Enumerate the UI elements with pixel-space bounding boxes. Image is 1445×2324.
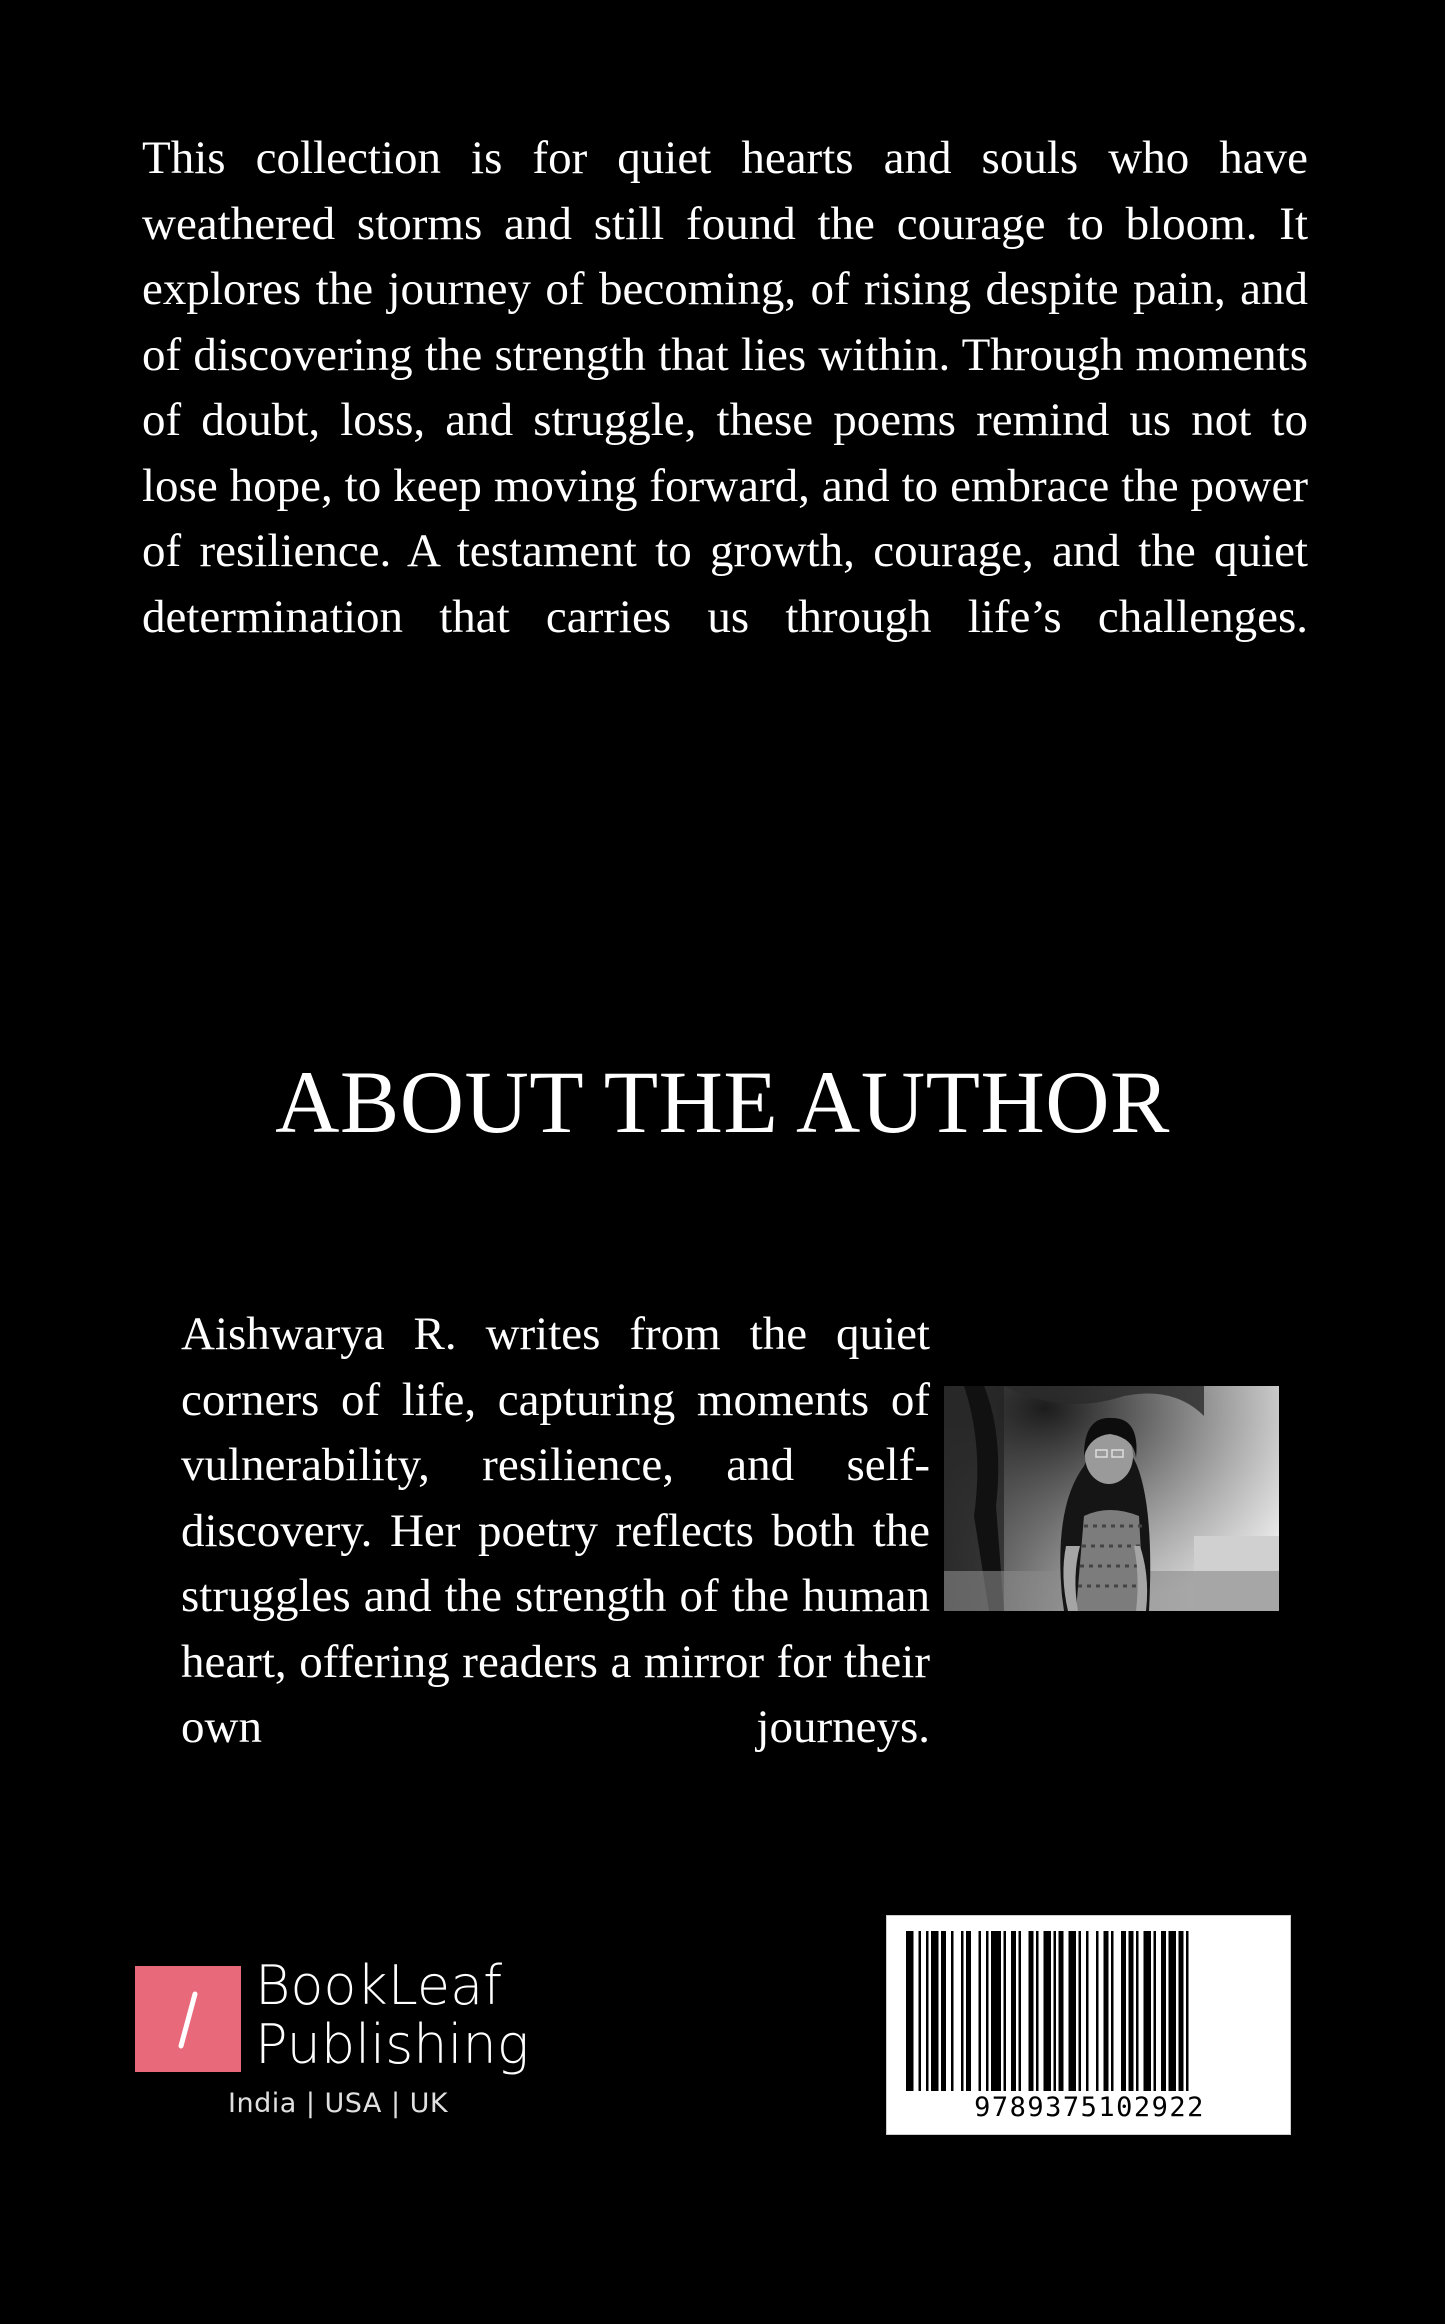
publisher-name [255,1956,529,2074]
barcode-bar [906,1931,914,2091]
barcode-bar [931,1931,939,2091]
barcode-bar [1044,1931,1052,2091]
barcode-bar [1019,1931,1022,2091]
barcode-bar [1036,1931,1039,2091]
barcode-bar [1154,1931,1157,2091]
barcode-bar [1186,1931,1189,2091]
barcode-bar [1129,1931,1134,2091]
slash-logo-icon [135,1966,241,2072]
barcode-bar [1079,1931,1082,2091]
barcode-bar [1059,1931,1064,2091]
barcode-bar [961,1931,964,2091]
barcode-bar [1169,1931,1177,2091]
publisher-logo [135,1954,555,2122]
barcode-bar [1144,1931,1152,2091]
barcode-bar [1086,1931,1089,2091]
publisher-name-line2: Publishing [255,2013,530,2076]
barcode-bar [919,1931,922,2091]
barcode-bar [1111,1931,1114,2091]
barcode-bar [951,1931,954,2091]
isbn-barcode [886,1915,1291,2135]
barcode-bar [926,1931,929,2091]
barcode-bars [906,1931,1273,2091]
publisher-regions: India | USA | UK [228,2088,449,2119]
barcode-bar [1136,1931,1139,2091]
barcode-bar [986,1931,989,2091]
barcode-bar [941,1931,946,2091]
publisher-name-line1: BookLeaf [255,1954,503,2017]
barcode-bar [1121,1931,1126,2091]
about-author-heading: ABOUT THE AUTHOR [275,1054,1170,1152]
barcode-bar [979,1931,982,2091]
barcode-bar [1161,1931,1166,2091]
barcode-bar [1004,1931,1007,2091]
barcode-bar [1069,1931,1077,2091]
author-photo [944,1386,1279,1611]
barcode-bar [1054,1931,1057,2091]
barcode-bar [1011,1931,1016,2091]
barcode-bar [991,1931,1001,2091]
barcode-bar [1096,1931,1099,2091]
barcode-bar [1179,1931,1184,2091]
barcode-bar [1029,1931,1034,2091]
barcode-bar [1104,1931,1109,2091]
back-cover-blurb: This collection is for quiet hearts and souls who have weathered storms and still found the courage to bloom. It explores the journey of becoming, of rising despite pain, and of discovering the strength that lies within. Through moments of doubt, loss, and struggle, these poems remind us not to lose hope, to keep moving forward, and to embrace the power of resilience. A testament to growth, courage, and the quiet determination that carries us through life’s challenges. [142,132,1308,643]
isbn-number: 9789375102922 [974,2092,1205,2123]
author-bio: Aishwarya R. writes from the quiet corners of life, capturing moments of vulnerability, resilience, and self-discovery. Her poetry reflects both the struggles and the strength of the human heart, offering readers a mirror for their own journeys. [181,1308,930,1753]
barcode-bar [966,1931,971,2091]
